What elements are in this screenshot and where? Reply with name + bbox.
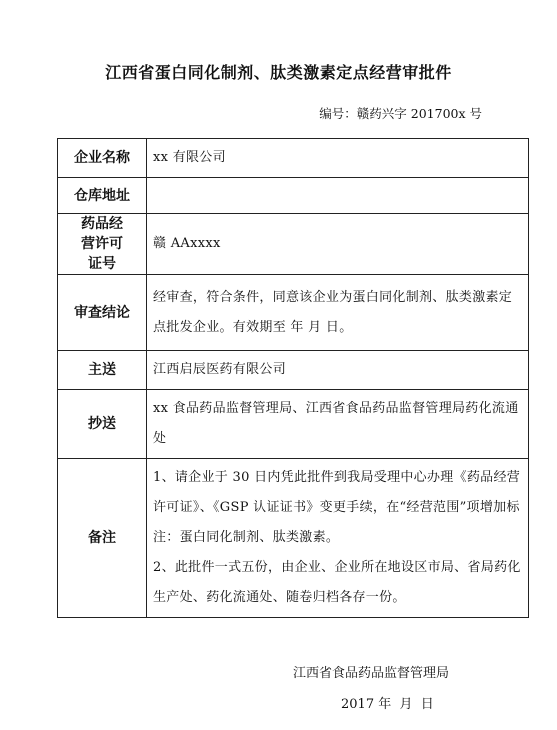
value-remarks	[147, 459, 529, 618]
value-cc: xx 食品药品监督管理局、江西省食品药品监督管理局药化流通处	[147, 390, 529, 459]
label-review-conclusion: 审查结论	[58, 275, 147, 351]
document-number: 编号：赣药兴字 201700x 号	[319, 106, 482, 121]
issue-date: 2017 年 月 日	[341, 697, 434, 712]
value-license-number: 赣 AAxxxx	[147, 214, 529, 275]
table-row	[58, 139, 529, 178]
label-license-number	[58, 214, 147, 275]
value-warehouse-address	[147, 178, 529, 214]
approval-form-table	[57, 138, 529, 618]
label-main-recipient: 主送	[58, 351, 147, 390]
label-company-name: 企业名称	[58, 139, 147, 178]
table-row	[58, 459, 529, 618]
label-cc: 抄送	[58, 390, 147, 459]
value-company-name: xx 有限公司	[147, 139, 529, 178]
remarks-paragraph-1: 1、请企业于 30 日内凭此批件到我局受理中心办理《药品经营许可证》、《GSP 认证证书》变更手续，在“经营范围”项增加标注：蛋白同化制剂、肽类激素。	[153, 470, 521, 545]
table-row	[58, 275, 529, 351]
value-review-conclusion: 经审查，符合条件，同意该企业为蛋白同化制剂、肽类激素定点批发企业。有效期至 年 月 日。	[147, 275, 529, 351]
document-title: 江西省蛋白同化制剂、肽类激素定点经营审批件	[105, 63, 452, 82]
issuing-authority: 江西省食品药品监督管理局	[293, 666, 450, 681]
table-row	[58, 178, 529, 214]
label-license-number-text: 药品经营许可证号	[81, 216, 123, 272]
table-row	[58, 390, 529, 459]
table-row	[58, 214, 529, 275]
label-warehouse-address: 仓库地址	[58, 178, 147, 214]
table-row	[58, 351, 529, 390]
label-remarks: 备注	[58, 459, 147, 618]
remarks-paragraph-2: 2、此批件一式五份，由企业、企业所在地设区市局、省局药化生产处、药化流通处、随卷归档各存一份。	[153, 560, 521, 605]
value-main-recipient: 江西启辰医药有限公司	[147, 351, 529, 390]
